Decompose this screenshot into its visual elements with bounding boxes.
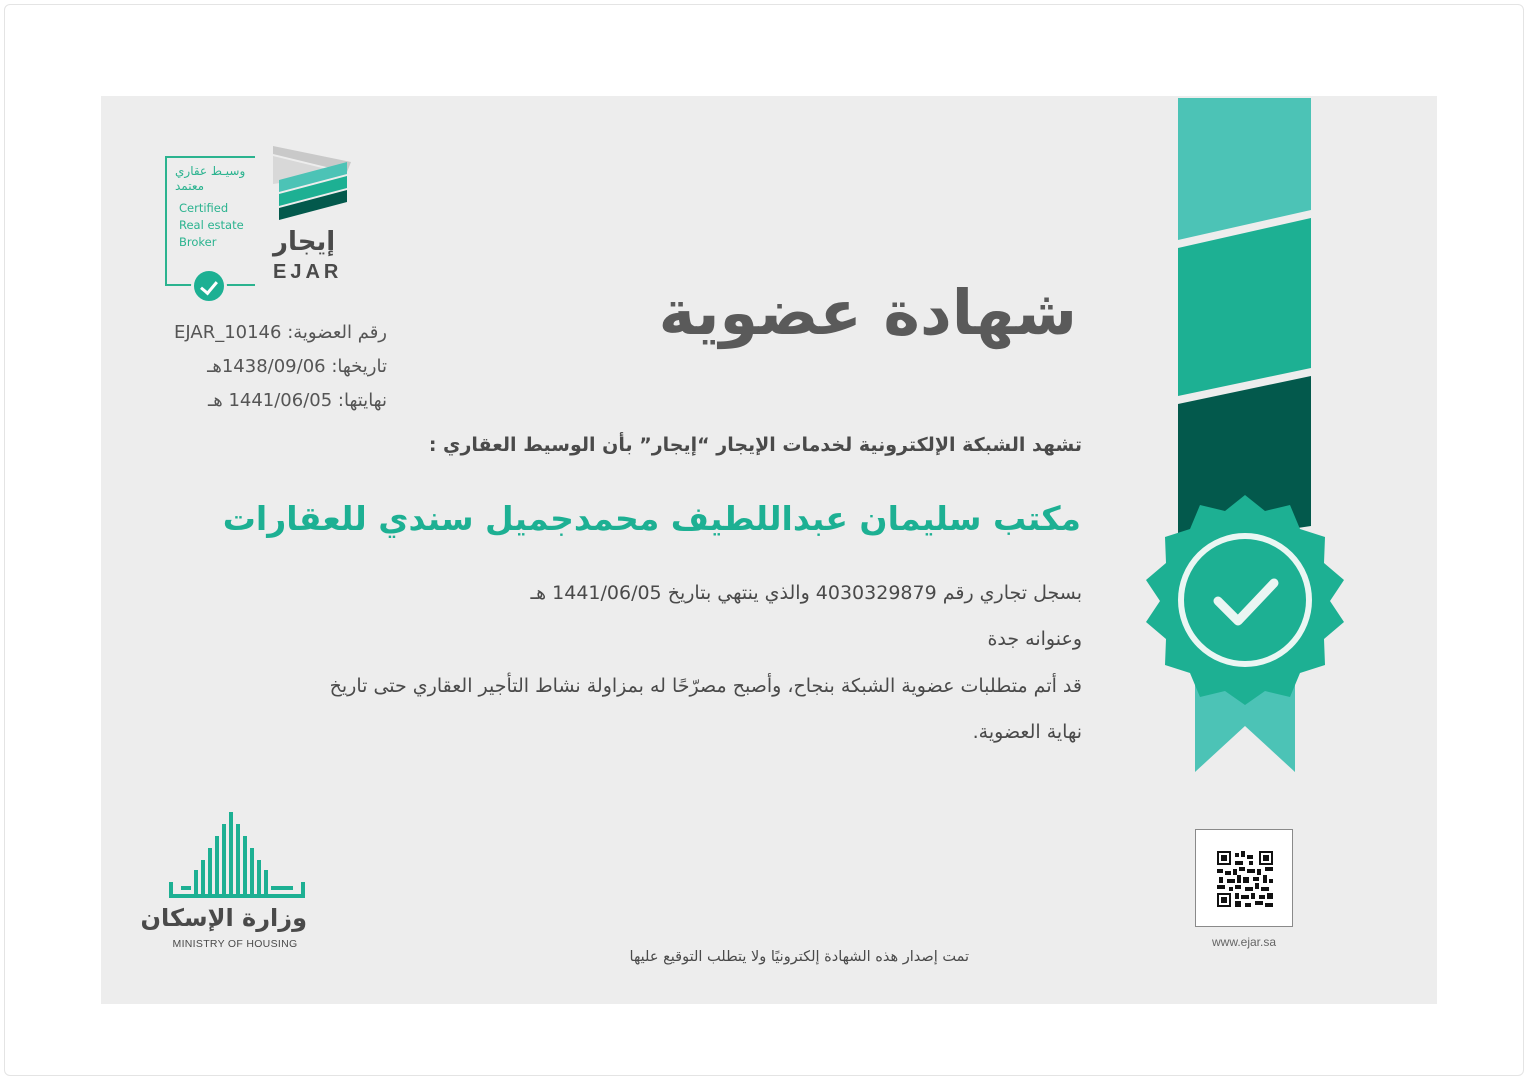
footer-note: تمت إصدار هذه الشهادة إلكترونيًا ولا يتطلب التوقيع عليها [629, 949, 969, 965]
membership-number: رقم العضوية: EJAR_10146 [174, 322, 387, 343]
badge-line: Real estate [179, 218, 244, 232]
issue-date: تاريخها: 1438/09/06هـ [207, 356, 387, 377]
certificate-card [101, 96, 1437, 1004]
badge-arabic-text: وسيـط عقاري معتمد [175, 164, 246, 193]
ministry-logo-english: MINISTRY OF HOUSING [172, 938, 298, 950]
qr-code[interactable] [1195, 829, 1293, 927]
end-date: نهايتها: 1441/06/05 هـ [207, 390, 387, 411]
certificate-title: شهادة عضوية [658, 276, 1077, 349]
badge-line: Broker [179, 235, 217, 249]
certificate-intro: تشهد الشبكة الإلكترونية لخدمات الإيجار “إيجار” بأن الوسيط العقاري : [428, 434, 1082, 456]
certified-broker-badge [165, 156, 255, 286]
certificate-ribbon [1178, 96, 1311, 776]
page-frame [4, 4, 1524, 1076]
badge-line: Certified [179, 201, 229, 215]
body-line: قد أتم متطلبات عضوية الشبكة بنجاح، وأصبح مصرّحًا له بمزاولة نشاط التأجير العقاري حتى تاريخ [329, 675, 1082, 697]
ejar-logo-english: EJAR [273, 261, 343, 283]
seal-badge [1138, 493, 1352, 707]
body-line: وعنوانه جدة [987, 628, 1082, 650]
broker-name: مكتب سليمان عبداللطيف محمدجميل سندي للعقارات [222, 499, 1081, 538]
check-icon [191, 268, 227, 304]
body-line: بسجل تجاري رقم 4030329879 والذي ينتهي بتاريخ 1441/06/05 هـ [530, 582, 1082, 604]
ministry-logo-icon [167, 810, 307, 902]
website-link[interactable]: www.ejar.sa [1211, 935, 1277, 949]
badge-english-text [179, 200, 244, 251]
qr-code-icon [1217, 851, 1273, 907]
ejar-logo-arabic: إيجار [273, 227, 336, 257]
body-line: نهاية العضوية. [972, 721, 1082, 743]
ministry-logo-arabic: وزارة الإسكان [140, 904, 307, 932]
